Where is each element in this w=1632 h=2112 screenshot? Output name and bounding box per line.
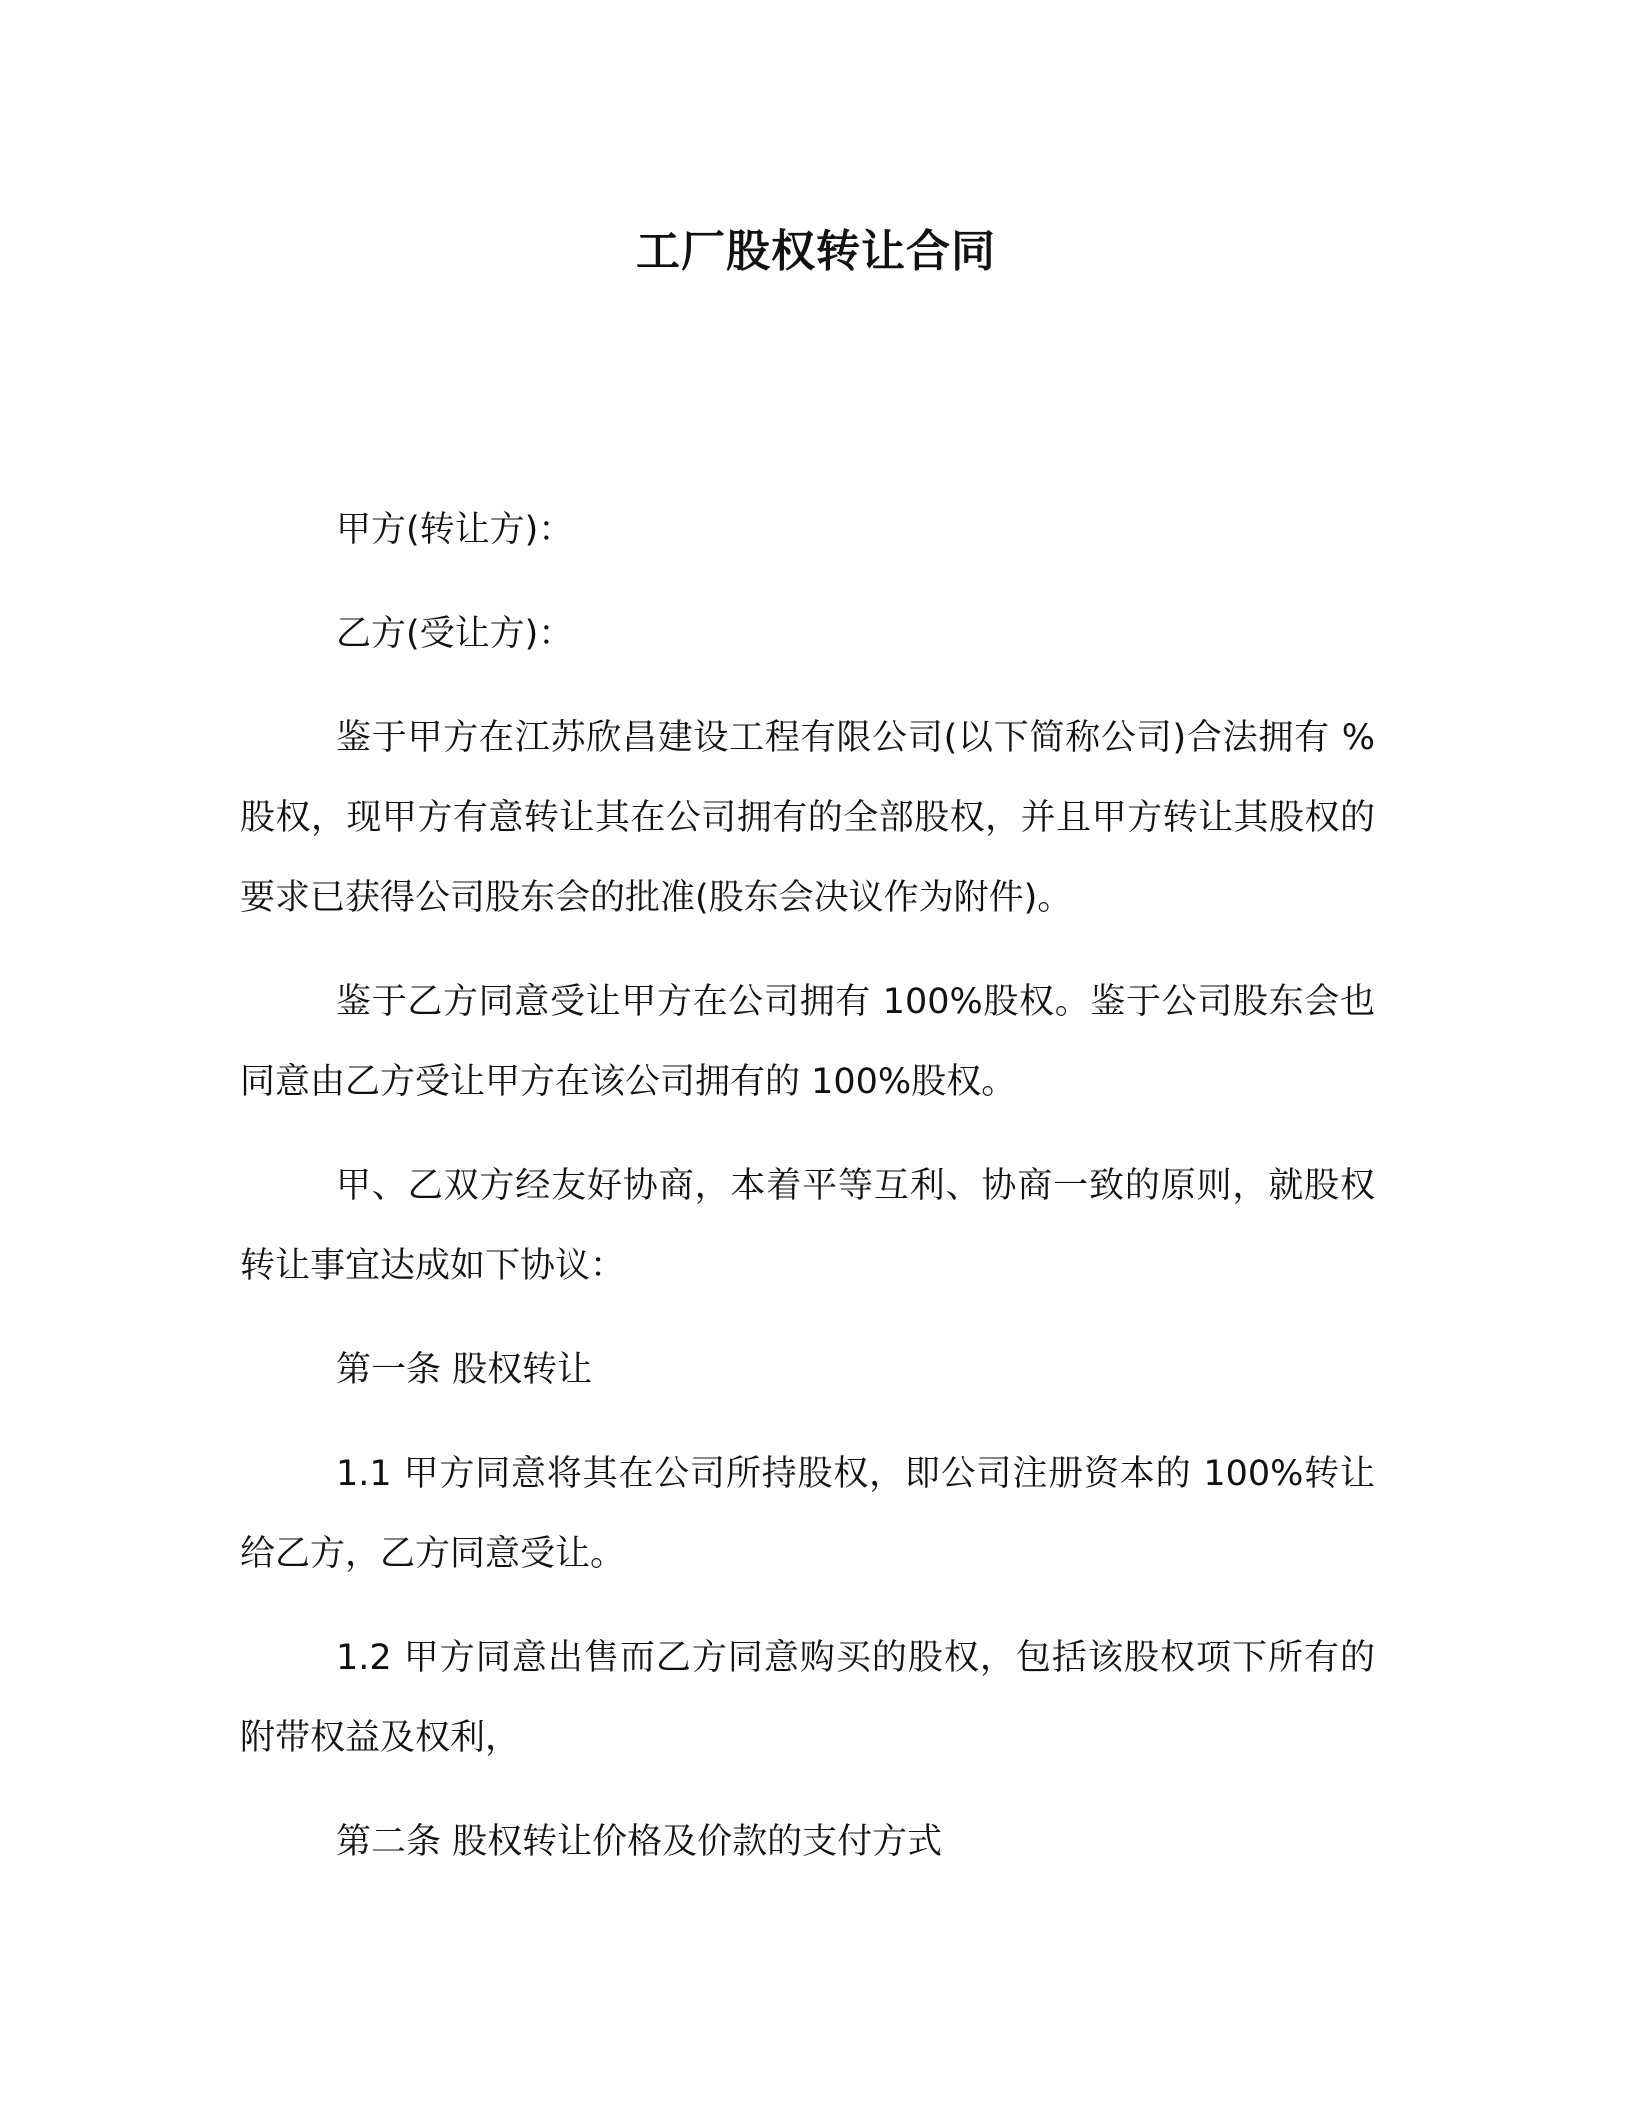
clause-1-2: 1.2 甲方同意出售而乙方同意购买的股权，包括该股权项下所有的附带权益及权利， — [240, 1638, 1375, 1758]
recital-paragraph-1: 鉴于甲方在江苏欣昌建设工程有限公司(以下简称公司)合法拥有 %股权，现甲方有意转让其在公司拥有的全部股权，并且甲方转让其股权的要求已获得公司股东会的批准(股东会决议作为附件)。 — [240, 718, 1375, 918]
document-title: 工厂股权转让合同 — [636, 226, 996, 277]
party-b-line: 乙方(受让方)： — [336, 614, 574, 654]
agreement-intro-paragraph: 甲、乙双方经友好协商，本着平等互利、协商一致的原则，就股权转让事宜达成如下协议： — [240, 1166, 1375, 1286]
clause-1-1: 1.1 甲方同意将其在公司所持股权，即公司注册资本的 100%转让给乙方，乙方同意受让。 — [240, 1454, 1375, 1574]
recital-paragraph-2: 鉴于乙方同意受让甲方在公司拥有 100%股权。鉴于公司股东会也同意由乙方受让甲方在该公司拥有的 100%股权。 — [240, 982, 1375, 1102]
party-a-line: 甲方(转让方)： — [336, 510, 574, 550]
document-body — [240, 490, 1375, 1906]
article-1-heading: 第一条 股权转让 — [336, 1350, 593, 1390]
article-2-heading: 第二条 股权转让价格及价款的支付方式 — [336, 1822, 943, 1862]
